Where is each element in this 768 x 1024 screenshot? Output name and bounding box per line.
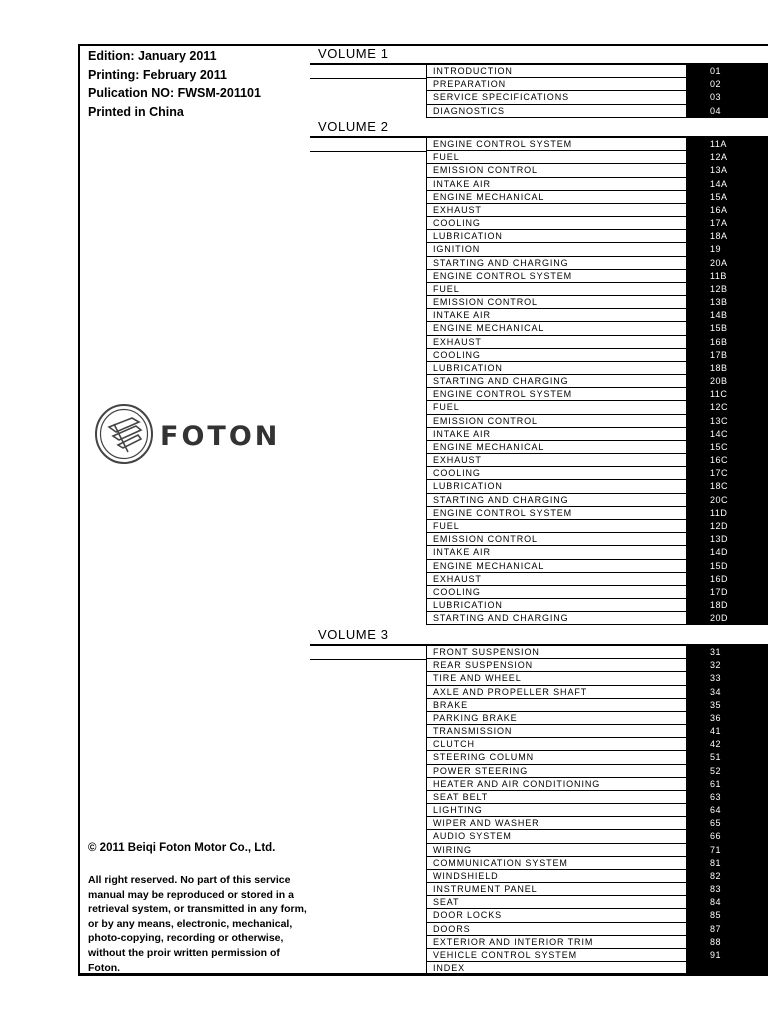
section-code-tab: 19 (686, 243, 768, 255)
volume-3-section-list (426, 646, 768, 975)
section-row (427, 883, 768, 896)
printed-in-text: Printed in China (88, 104, 184, 119)
section-code-tab: 63 (686, 791, 768, 803)
volume-2-section-list (426, 138, 768, 625)
section-title: ENGINE CONTROL SYSTEM (433, 270, 573, 281)
section-row (427, 672, 768, 685)
section-row (427, 520, 768, 533)
section-title: WIPER AND WASHER (433, 818, 540, 829)
section-title: POWER STEERING (433, 765, 529, 776)
section-row (427, 725, 768, 738)
section-row (427, 362, 768, 375)
section-code-tab: 15B (686, 322, 768, 334)
section-code-tab: 87 (686, 923, 768, 935)
section-row (427, 923, 768, 936)
section-row (427, 243, 768, 256)
section-title: STARTING AND CHARGING (433, 494, 569, 505)
printing-text: Printing: February 2011 (88, 67, 227, 82)
section-code-tab: 15C (686, 441, 768, 453)
section-code-tab: 65 (686, 817, 768, 829)
section-row (427, 191, 768, 204)
section-code-tab: 71 (686, 844, 768, 856)
section-title: FUEL (433, 152, 460, 163)
section-row (427, 896, 768, 909)
section-row (427, 599, 768, 612)
section-title: INTAKE AIR (433, 310, 491, 321)
section-title: STARTING AND CHARGING (433, 257, 569, 268)
section-code-tab: 11A (686, 138, 768, 150)
section-code-tab: 20C (686, 494, 768, 506)
section-code-tab: 18A (686, 230, 768, 242)
section-row (427, 480, 768, 493)
section-title: SEAT (433, 897, 460, 908)
section-title: ENGINE MECHANICAL (433, 560, 545, 571)
section-title: TRANSMISSION (433, 726, 513, 737)
section-code-tab: 20A (686, 257, 768, 269)
section-title: INTAKE AIR (433, 547, 491, 558)
section-title: COOLING (433, 349, 481, 360)
section-row (427, 401, 768, 414)
section-code-tab: 16B (686, 336, 768, 348)
foton-wordmark: FOTON (160, 421, 281, 452)
section-title: PREPARATION (433, 79, 507, 90)
foton-emblem-icon (96, 405, 152, 463)
section-row (427, 336, 768, 349)
section-title: FUEL (433, 402, 460, 413)
section-title: COOLING (433, 468, 481, 479)
section-code-tab: 52 (686, 765, 768, 777)
section-title: VEHICLE CONTROL SYSTEM (433, 949, 577, 960)
section-title: DOORS (433, 923, 471, 934)
section-code-tab: 17C (686, 467, 768, 479)
section-row (427, 830, 768, 843)
section-row (427, 738, 768, 751)
section-title: FUEL (433, 520, 460, 531)
section-title: ENGINE MECHANICAL (433, 441, 545, 452)
section-code-tab: 13A (686, 164, 768, 176)
section-title: TIRE AND WHEEL (433, 673, 522, 684)
section-code-tab: 14B (686, 309, 768, 321)
section-row (427, 765, 768, 778)
section-title: EXHAUST (433, 204, 482, 215)
section-code-tab: 11B (686, 270, 768, 282)
section-row (427, 65, 768, 78)
section-title: INDEX (433, 963, 466, 974)
section-row (427, 909, 768, 922)
section-title: FUEL (433, 283, 460, 294)
section-code-tab: 01 (686, 65, 768, 77)
section-code-tab: 13B (686, 296, 768, 308)
section-title: ENGINE MECHANICAL (433, 191, 545, 202)
section-row (427, 494, 768, 507)
section-code-tab: 31 (686, 646, 768, 658)
section-code-tab: 15A (686, 191, 768, 203)
section-row (427, 612, 768, 625)
section-code-tab: 88 (686, 936, 768, 948)
section-row (427, 105, 768, 118)
section-title: EXHAUST (433, 573, 482, 584)
section-row (427, 467, 768, 480)
section-code-tab: 36 (686, 712, 768, 724)
section-title: COOLING (433, 218, 481, 229)
section-title: COMMUNICATION SYSTEM (433, 857, 568, 868)
section-title: CLUTCH (433, 739, 475, 750)
section-code-tab: 14C (686, 428, 768, 440)
section-title: LUBRICATION (433, 362, 503, 373)
publication-number: Pulication NO: FWSM-201101 (88, 86, 261, 100)
section-title: EXHAUST (433, 455, 482, 466)
section-code-tab: 18D (686, 599, 768, 611)
section-title: STARTING AND CHARGING (433, 613, 569, 624)
section-row (427, 507, 768, 520)
section-title: STEERING COLUMN (433, 752, 535, 763)
section-row (427, 309, 768, 322)
section-title: INTAKE AIR (433, 178, 491, 189)
section-row (427, 428, 768, 441)
section-code-tab: 16D (686, 573, 768, 585)
section-title: INSTRUMENT PANEL (433, 884, 538, 895)
section-row (427, 178, 768, 191)
rights-notice: All right reserved. No part of this service manual may be reproduced or stored in a retrieval system, or transmitted in any form, or by any means, electronic, mechanical, photo-copying, recording or otherwise, without the proir written permission of Foton. (88, 874, 307, 974)
section-code-tab: 14D (686, 546, 768, 558)
section-row (427, 870, 768, 883)
section-code-tab: 03 (686, 91, 768, 103)
section-code-tab: 34 (686, 686, 768, 698)
section-code-tab: 11D (686, 507, 768, 519)
section-row (427, 151, 768, 164)
section-row (427, 91, 768, 104)
section-title: EXHAUST (433, 336, 482, 347)
section-title: AXLE AND PROPELLER SHAFT (433, 686, 588, 697)
section-title: WIRING (433, 844, 472, 855)
section-code-tab: 18B (686, 362, 768, 374)
section-title: ENGINE MECHANICAL (433, 323, 545, 334)
section-row (427, 586, 768, 599)
section-code-tab (686, 962, 768, 974)
section-code-tab: 20D (686, 612, 768, 624)
volume-1-heading: VOLUME 1 (318, 46, 389, 61)
section-row (427, 454, 768, 467)
section-row (427, 322, 768, 335)
section-title: ENGINE CONTROL SYSTEM (433, 139, 573, 149)
section-title: LUBRICATION (433, 481, 503, 492)
section-code-tab: 18C (686, 480, 768, 492)
section-row (427, 804, 768, 817)
section-title: INTAKE AIR (433, 428, 491, 439)
section-title: BRAKE (433, 699, 469, 710)
publication-info-column (80, 46, 306, 974)
section-row (427, 78, 768, 91)
section-row (427, 560, 768, 573)
section-title: STARTING AND CHARGING (433, 376, 569, 387)
section-title: EXTERIOR AND INTERIOR TRIM (433, 936, 594, 947)
section-row (427, 778, 768, 791)
section-code-tab: 11C (686, 388, 768, 400)
foton-logo (92, 402, 292, 466)
section-code-tab: 13C (686, 415, 768, 427)
section-title: EMISSION CONTROL (433, 297, 538, 308)
section-title: DOOR LOCKS (433, 910, 503, 921)
section-code-tab: 12A (686, 151, 768, 163)
section-row (427, 138, 768, 151)
section-row (427, 546, 768, 559)
section-code-tab: 85 (686, 909, 768, 921)
section-title: ENGINE CONTROL SYSTEM (433, 507, 573, 518)
section-title: EMISSION CONTROL (433, 165, 538, 176)
section-title: EMISSION CONTROL (433, 534, 538, 545)
section-title: LUBRICATION (433, 231, 503, 242)
section-row (427, 441, 768, 454)
section-title: COOLING (433, 586, 481, 597)
section-title: PARKING BRAKE (433, 712, 518, 723)
section-title: REAR SUSPENSION (433, 660, 534, 671)
section-row (427, 164, 768, 177)
section-title: ENGINE CONTROL SYSTEM (433, 389, 573, 400)
section-title: WINDSHIELD (433, 870, 499, 881)
section-code-tab: 41 (686, 725, 768, 737)
section-code-tab: 17A (686, 217, 768, 229)
section-row (427, 204, 768, 217)
section-code-tab: 16C (686, 454, 768, 466)
section-code-tab: 66 (686, 830, 768, 842)
volume-3-heading: VOLUME 3 (318, 627, 389, 642)
section-code-tab: 91 (686, 949, 768, 961)
section-code-tab: 35 (686, 699, 768, 711)
section-code-tab: 51 (686, 751, 768, 763)
section-row (427, 230, 768, 243)
section-row (427, 349, 768, 362)
publication-info (88, 47, 261, 121)
section-code-tab: 81 (686, 857, 768, 869)
section-row (427, 699, 768, 712)
section-code-tab: 16A (686, 204, 768, 216)
section-row (427, 844, 768, 857)
section-code-tab: 14A (686, 178, 768, 190)
section-row (427, 936, 768, 949)
section-title: IGNITION (433, 244, 481, 255)
section-title: EMISSION CONTROL (433, 415, 538, 426)
section-title: SEAT BELT (433, 791, 489, 802)
section-row (427, 949, 768, 962)
section-row (427, 686, 768, 699)
section-code-tab: 17B (686, 349, 768, 361)
copyright-notice: © 2011 Beiqi Foton Motor Co., Ltd. (88, 842, 276, 854)
section-row (427, 375, 768, 388)
section-title: LUBRICATION (433, 600, 503, 611)
section-code-tab: 82 (686, 870, 768, 882)
section-row (427, 646, 768, 659)
section-code-tab: 13D (686, 533, 768, 545)
section-code-tab: 42 (686, 738, 768, 750)
section-row (427, 257, 768, 270)
volume-1-section-list (426, 65, 768, 118)
section-code-tab: 64 (686, 804, 768, 816)
section-code-tab: 12D (686, 520, 768, 532)
section-code-tab: 04 (686, 105, 768, 117)
volume-3-subline (310, 659, 426, 660)
section-code-tab: 84 (686, 896, 768, 908)
section-code-tab: 61 (686, 778, 768, 790)
section-code-tab: 02 (686, 78, 768, 90)
section-title: HEATER AND AIR CONDITIONING (433, 778, 601, 789)
section-row (427, 217, 768, 230)
volume-1-subline (310, 78, 426, 79)
section-row (427, 573, 768, 586)
section-row (427, 296, 768, 309)
section-row (427, 388, 768, 401)
section-code-tab: 17D (686, 586, 768, 598)
edition-text: Edition: January 2011 (88, 49, 217, 63)
section-code-tab: 33 (686, 672, 768, 684)
section-row (427, 283, 768, 296)
section-code-tab: 12C (686, 401, 768, 413)
section-code-tab: 12B (686, 283, 768, 295)
volume-2-heading: VOLUME 2 (318, 119, 389, 134)
section-title: DIAGNOSTICS (433, 105, 505, 116)
section-title: INTRODUCTION (433, 66, 513, 76)
section-row (427, 270, 768, 283)
section-row (427, 712, 768, 725)
section-code-tab: 83 (686, 883, 768, 895)
section-row (427, 791, 768, 804)
section-title: SERVICE SPECIFICATIONS (433, 92, 569, 103)
section-title: FRONT SUSPENSION (433, 647, 540, 657)
volume-2-subline (310, 151, 426, 152)
section-row (427, 962, 768, 975)
section-row (427, 857, 768, 870)
section-row (427, 533, 768, 546)
section-code-tab: 32 (686, 659, 768, 671)
section-title: AUDIO SYSTEM (433, 831, 512, 842)
section-row (427, 415, 768, 428)
section-title: LIGHTING (433, 805, 483, 816)
section-row (427, 817, 768, 830)
section-row (427, 751, 768, 764)
section-code-tab: 15D (686, 560, 768, 572)
section-code-tab: 20B (686, 375, 768, 387)
section-row (427, 659, 768, 672)
